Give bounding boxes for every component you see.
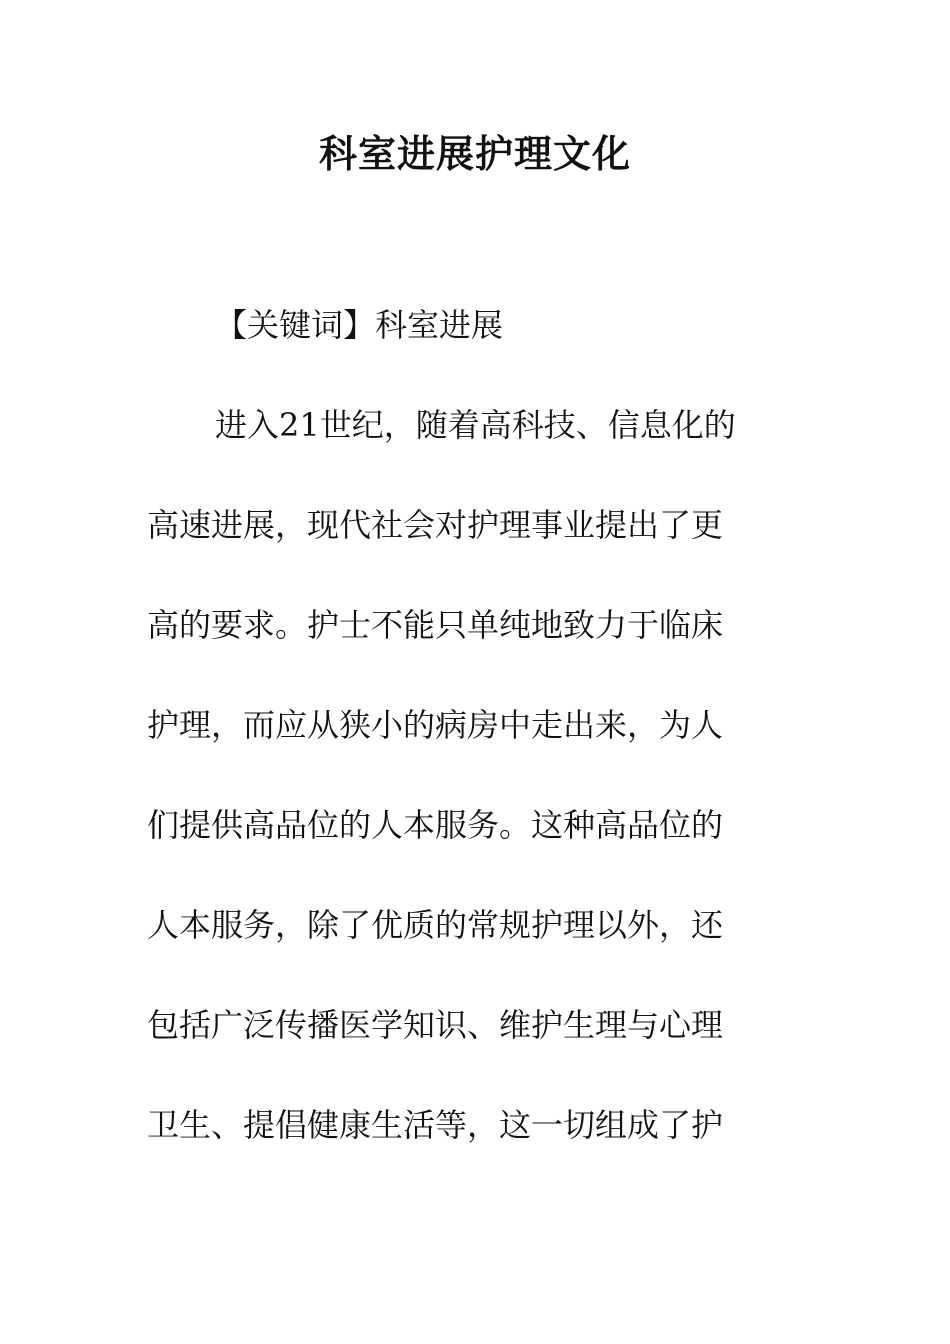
keywords-line: 【关键词】科室进展 xyxy=(215,306,504,344)
body-line: 高的要求。护士不能只单纯地致力于临床 xyxy=(147,606,724,644)
body-line: 护理，而应从狭小的病房中走出来，为人 xyxy=(147,706,724,744)
body-line: 人本服务，除了优质的常规护理以外，还 xyxy=(147,906,724,944)
body-line: 高速进展，现代社会对护理事业提出了更 xyxy=(147,506,724,544)
body-line: 卫生、提倡健康生活等，这一切组成了护 xyxy=(147,1106,724,1144)
body-line: 包括广泛传播医学知识、维护生理与心理 xyxy=(147,1006,724,1044)
document-title: 科室进展护理文化 xyxy=(318,131,631,176)
body-line: 们提供高品位的人本服务。这种高品位的 xyxy=(147,806,724,844)
body-line: 进入21世纪，随着高科技、信息化的 xyxy=(215,406,736,444)
